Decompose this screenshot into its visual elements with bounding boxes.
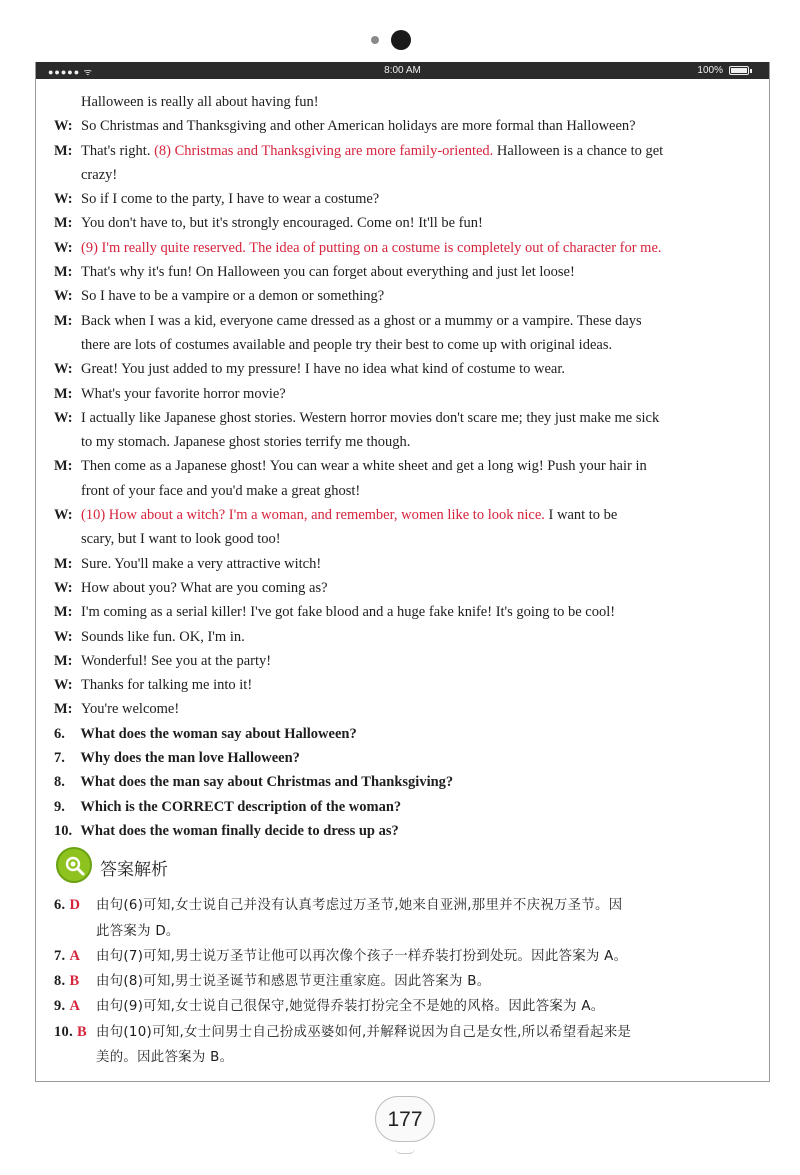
dialogue-text: That's why it's fun! On Halloween you can forget about everything and just let loose! bbox=[81, 264, 575, 281]
dialogue-line bbox=[49, 187, 755, 211]
dialogue-line bbox=[49, 382, 755, 406]
speaker-label: M: bbox=[54, 555, 73, 572]
question-item bbox=[49, 746, 755, 770]
speaker-label: M: bbox=[54, 312, 73, 329]
speaker-label: W: bbox=[54, 288, 73, 305]
answer-section-title: 答案解析 bbox=[100, 860, 168, 881]
dialogue-text: You're welcome! bbox=[81, 701, 180, 718]
answer-number bbox=[54, 893, 80, 917]
answer-continuation bbox=[49, 919, 755, 944]
answer-explanation: 由句(8)可知,男士说圣诞节和感恩节更注重家庭。因此答案为 B。 bbox=[96, 974, 491, 990]
speaker-label: W: bbox=[54, 628, 73, 645]
highlighted-sentence: (10) How about a witch? I'm a woman, and remember, women like to look nice. bbox=[81, 507, 545, 524]
dialogue-text: I actually like Japanese ghost stories. Western horror movies don't scare me; they just make me sick bbox=[81, 409, 660, 426]
question-number: 9. bbox=[54, 798, 65, 815]
battery-icon bbox=[729, 66, 749, 75]
speaker-label: M: bbox=[54, 142, 73, 159]
answer-letter: D bbox=[69, 897, 81, 914]
answer-section-header bbox=[56, 847, 755, 887]
magnifier-icon bbox=[56, 847, 92, 883]
dialogue-line bbox=[49, 309, 755, 333]
dialogue-text: Halloween is really all about having fun! bbox=[81, 94, 319, 110]
answer-item bbox=[49, 944, 755, 969]
answer-item bbox=[49, 1020, 755, 1045]
dialogue-text: So if I come to the party, I have to wear a costume? bbox=[81, 191, 380, 208]
speaker-label: M: bbox=[54, 215, 73, 232]
answer-number-text: 7. bbox=[54, 947, 66, 964]
dialogue-text: I'm coming as a serial killer! I've got fake blood and a huge fake knife! It's going to be cool! bbox=[81, 604, 616, 621]
dialogue-text: That's right. bbox=[81, 142, 155, 159]
answer-explanation: 此答案为 D。 bbox=[96, 923, 180, 939]
question-list bbox=[49, 722, 755, 843]
answer-number-text: 9. bbox=[54, 998, 66, 1015]
dialogue-line bbox=[49, 163, 755, 187]
speaker-label: M: bbox=[54, 264, 73, 281]
speaker-label: M: bbox=[54, 652, 73, 669]
dialogue-text: Then come as a Japanese ghost! You can wear a white sheet and get a long wig! Push your hair in bbox=[81, 458, 647, 475]
dialogue-line bbox=[49, 503, 755, 527]
answer-explanation: 由句(9)可知,女士说自己很保守,她觉得乔装打扮完全不是她的风格。因此答案为 A。 bbox=[96, 999, 605, 1015]
dialogue-line bbox=[49, 600, 755, 624]
answer-continuation bbox=[49, 1045, 755, 1070]
dialogue-line bbox=[49, 114, 755, 138]
answer-letter: A bbox=[69, 998, 81, 1015]
question-item bbox=[49, 770, 755, 794]
answer-letter: B bbox=[69, 973, 80, 990]
question-text: What does the woman finally decide to dress up as? bbox=[80, 822, 399, 839]
speaker-label: M: bbox=[54, 604, 73, 621]
dialogue-line bbox=[49, 454, 755, 478]
dialogue-line bbox=[49, 430, 755, 454]
dialogue-transcript bbox=[49, 90, 755, 722]
dialogue-text: I want to be bbox=[544, 507, 618, 524]
answer-explanation: 美的。因此答案为 B。 bbox=[96, 1049, 234, 1065]
answer-number bbox=[54, 1020, 87, 1044]
dialogue-text: Wonderful! See you at the party! bbox=[81, 652, 272, 669]
speaker-label: M: bbox=[54, 458, 73, 475]
answer-number-text: 10. bbox=[54, 1023, 74, 1040]
answer-list bbox=[49, 893, 755, 1070]
dialogue-text: front of your face and you'd make a great ghost! bbox=[81, 482, 361, 499]
dialogue-line bbox=[49, 479, 755, 503]
dialogue-text: crazy! bbox=[81, 166, 118, 183]
dialogue-line bbox=[49, 236, 755, 260]
tablet-screen bbox=[35, 62, 770, 1082]
question-item bbox=[49, 819, 755, 843]
speaker-label: W: bbox=[54, 507, 73, 524]
dialogue-line bbox=[49, 576, 755, 600]
answer-item bbox=[49, 969, 755, 994]
camera-lens bbox=[391, 30, 411, 50]
dialogue-text: Thanks for talking me into it! bbox=[81, 677, 253, 694]
page-number: 177 bbox=[375, 1096, 435, 1142]
answer-explanation: 由句(6)可知,女士说自己并没有认真考虑过万圣节,她来自亚洲,那里并不庆祝万圣节。因 bbox=[96, 898, 623, 914]
speaker-label: M: bbox=[54, 385, 73, 402]
dialogue-text: there are lots of costumes available and people try their best to come up with original ideas. bbox=[81, 336, 613, 353]
answer-letter: B bbox=[77, 1023, 88, 1040]
dialogue-line bbox=[49, 139, 755, 163]
dialogue-line bbox=[49, 649, 755, 673]
dialogue-text: Halloween is a chance to get bbox=[493, 142, 664, 159]
dialogue-line bbox=[49, 527, 755, 551]
dialogue-text: How about you? What are you coming as? bbox=[81, 579, 328, 596]
answer-letter: A bbox=[69, 947, 81, 964]
answer-number bbox=[54, 944, 80, 968]
dialogue-line bbox=[49, 211, 755, 235]
question-text: What does the woman say about Halloween? bbox=[80, 725, 357, 742]
status-time: 8:00 AM bbox=[384, 65, 421, 76]
speaker-label: W: bbox=[54, 361, 73, 378]
dialogue-text: Sounds like fun. OK, I'm in. bbox=[81, 628, 245, 645]
dialogue-line bbox=[49, 284, 755, 308]
dialogue-text: Back when I was a kid, everyone came dressed as a ghost or a mummy or a vampire. These days bbox=[81, 312, 642, 329]
page-badge-curve bbox=[395, 1148, 415, 1154]
answer-number-text: 8. bbox=[54, 973, 66, 990]
signal-wifi-icon: ●●●●● ᯤ bbox=[48, 67, 93, 77]
answer-number bbox=[54, 994, 80, 1018]
answer-item bbox=[49, 994, 755, 1019]
dialogue-line bbox=[49, 260, 755, 284]
dialogue-text: scary, but I want to look good too! bbox=[81, 531, 281, 548]
speaker-label: W: bbox=[54, 118, 73, 135]
dialogue-text: So I have to be a vampire or a demon or something? bbox=[81, 288, 385, 305]
dialogue-line bbox=[49, 333, 755, 357]
speaker-label: M: bbox=[54, 701, 73, 718]
dialogue-text: So Christmas and Thanksgiving and other American holidays are more formal than Halloween? bbox=[81, 118, 636, 135]
speaker-label: W: bbox=[54, 677, 73, 694]
answer-explanation: 由句(7)可知,男士说万圣节让他可以再次像个孩子一样乔装打扮到处玩。因此答案为 A。 bbox=[96, 948, 628, 964]
question-number: 6. bbox=[54, 725, 65, 742]
speaker-label: W: bbox=[54, 191, 73, 208]
answer-explanation: 由句(10)可知,女士问男士自己扮成巫婆如何,并解释说因为自己是女性,所以希望看起来是 bbox=[96, 1024, 632, 1040]
page-content bbox=[49, 90, 755, 1070]
question-number: 8. bbox=[54, 774, 65, 791]
question-text: Why does the man love Halloween? bbox=[80, 750, 300, 767]
question-number: 7. bbox=[54, 750, 65, 767]
question-text: What does the man say about Christmas and Thanksgiving? bbox=[80, 774, 454, 791]
dialogue-text: Sure. You'll make a very attractive witch! bbox=[81, 555, 322, 572]
dialogue-text: to my stomach. Japanese ghost stories terrify me though. bbox=[81, 434, 411, 451]
dialogue-line bbox=[49, 357, 755, 381]
answer-number bbox=[54, 969, 79, 993]
highlighted-sentence: (8) Christmas and Thanksgiving are more family-oriented. bbox=[154, 142, 494, 159]
highlighted-sentence: (9) I'm really quite reserved. The idea of putting on a costume is completely out of character for me. bbox=[81, 239, 662, 256]
dialogue-line bbox=[49, 673, 755, 697]
dialogue-line bbox=[49, 697, 755, 721]
device-camera bbox=[368, 28, 428, 52]
question-number: 10. bbox=[54, 822, 73, 839]
speaker-label: W: bbox=[54, 239, 73, 256]
dialogue-text: What's your favorite horror movie? bbox=[81, 385, 286, 402]
battery-percent: 100% bbox=[697, 65, 723, 76]
dialogue-text: You don't have to, but it's strongly encouraged. Come on! It'll be fun! bbox=[81, 215, 483, 232]
dialogue-line bbox=[49, 552, 755, 576]
dialogue-line bbox=[49, 406, 755, 430]
speaker-label: W: bbox=[54, 579, 73, 596]
camera-sensor bbox=[371, 36, 379, 44]
speaker-label: W: bbox=[54, 409, 73, 426]
dialogue-text: Great! You just added to my pressure! I have no idea what kind of costume to wear. bbox=[81, 361, 566, 378]
status-bar bbox=[36, 62, 769, 79]
question-item bbox=[49, 722, 755, 746]
question-item bbox=[49, 795, 755, 819]
dialogue-line bbox=[49, 90, 755, 114]
answer-item bbox=[49, 893, 755, 918]
answer-number-text: 6. bbox=[54, 897, 66, 914]
question-text: Which is the CORRECT description of the woman? bbox=[80, 798, 402, 815]
dialogue-line bbox=[49, 625, 755, 649]
